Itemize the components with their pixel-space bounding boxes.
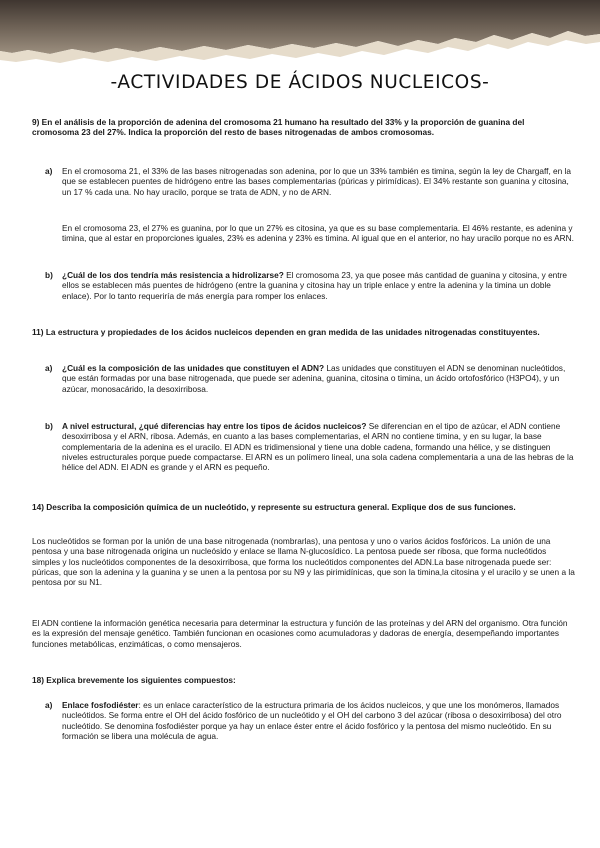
q18-a-marker: a) — [45, 700, 53, 710]
q11-b-marker: b) — [45, 421, 53, 431]
q9-answer-a — [45, 166, 574, 197]
q9-heading: 9) En el análisis de la proporción de adenina del cromosoma 21 humano ha resultado del 33% y la proporción de guanina del cromosoma 23 del 27%. Indica la proporción del resto de bases nitrogenadas de ambos cromosomas. — [32, 117, 525, 138]
q11-a-text: Las unidades que constituyen el ADN se denominan nucleótidos, que están formadas por una base nitrogenada, que puede ser adenina, guanina, citosina o timina, un ácido ortofosfórico (H3PO4), y un azúcar, monosacárido, la desoxirribosa. — [62, 363, 566, 394]
q9-b-text: El cromosoma 23, ya que posee más cantidad de guanina y citosina, y entre ellos se establecen más puentes de hidrógeno (entre la guanina y citosina hay un triple enlace y entre la adenina y la timina un doble enlace). Por lo tanto requeriría de más energía para romper los enlaces. — [62, 270, 567, 301]
q18-a-term: Enlace fosfodiéster — [62, 700, 139, 710]
q18-answer-a — [45, 700, 574, 741]
q9-a-marker: a) — [45, 166, 53, 176]
q14-paragraph-2: El ADN contiene la información genética necesaria para determinar la estructura y función de las proteínas y del ARN del organismo. Otra función es la expresión del mensaje genético. También funcionan en ocasiones como acumuladoras y dadoras de energía, desempeñando importantes funciones metabólicas, enzimáticas, o como mensajeros. — [32, 618, 568, 649]
q9-b-question: ¿Cuál de los dos tendría más resistencia a hidrolizarse? — [62, 270, 284, 280]
q14-heading: 14) Describa la composición química de un nucleótido, y represente su estructura general. Explique dos de sus funciones. — [32, 502, 516, 512]
torn-paper-header — [0, 0, 600, 70]
q9-b-marker: b) — [45, 270, 53, 280]
q11-answer-b — [45, 421, 574, 473]
q18-heading: 18) Explica brevemente los siguientes compuestos: — [32, 675, 236, 685]
q9-a-text: En el cromosoma 21, el 33% de las bases nitrogenadas son adenina, por lo que un 33% también es timina, según la ley de Chargaff, en la que se establecen puentes de hidrógeno entre las bases complementarias (púricas y pirimídicas). El 34% restante son guanina y citosina, un 17 % cada una. No hay uracilo, porque se trata de ADN, y no de ARN. — [62, 166, 572, 197]
q11-a-marker: a) — [45, 363, 53, 373]
q11-answer-a — [45, 363, 574, 394]
q18-a-text: : es un enlace característico de la estructura primaria de los ácidos nucleicos, y que une los monómeros, llamados nucleótidos. Se forma entre el OH del ácido fosfórico de un nucleótido y el OH del carbono 3 del azúcar (ribosa o desoxirribosa) del otro nucleótido. Se denomina fosfodiéster porque ya hay un enlace éster entre el ácido fosfórico y la pentosa del mismo nucleótido. En su formación se libera una molécula de agua. — [62, 700, 562, 741]
q9-answer-a-continued: En el cromosoma 23, el 27% es guanina, por lo que un 27% es citosina, ya que es su base complementaria. El 46% restante, es adenina y timina, que al estar en proporciones iguales, 23% es adenina y 23% es timina. Al igual que en el anterior, no hay uracilo porque no es ARN. — [62, 223, 574, 244]
q11-b-text: Se diferencian en el tipo de azúcar, el ADN contiene desoxirribosa y el ARN, ribosa. Además, en cuanto a las bases complementarias, el ARN no contiene timina, y en su lugar, la base complementaria de la adenina es el uracilo. El ADN es tridimensional y tiene una doble cadena, formando una hélice, y se distinguen niveles estructurales porque puede compactarse. El ARN es un polímero lineal, una sola cadena complementaria a una de las hebras de la hélice del ADN. El ADN es grande y el ARN es pequeño. — [62, 421, 574, 473]
q11-b-question: A nivel estructural, ¿qué diferencias hay entre los tipos de ácidos nucleicos? — [62, 421, 367, 431]
q11-a-question: ¿Cuál es la composición de las unidades que constituyen el ADN? — [62, 363, 325, 373]
q14-paragraph-1: Los nucleótidos se forman por la unión de una base nitrogenada (nombrarlas), una pentosa y uno o varios ácidos fosfóricos. La unión de una pentosa y una base nitrogenada origina un nucleósido y enlace se llama N-glucosídico. La pentosa puede ser ribosa, que forma nucleótidos simples y los nucleótidos componentes de la desoxirribosa, que forma los nucleótidos componentes del ADN.La base nitrogenada puede ser: púricas, que son la adenina y la guanina y se unen a la pentosa por su N9 y las pirimidínicas, que son la timina,la citosina y el uracilo y se unen a la pentosa por su N1. — [32, 536, 575, 588]
q11-heading: 11) La estructura y propiedades de los ácidos nucleicos dependen en gran medida de las unidades nitrogenadas constituyentes. — [32, 327, 540, 337]
page-title: -ACTIVIDADES DE ÁCIDOS NUCLEICOS- — [110, 72, 490, 93]
q9-answer-b — [45, 270, 574, 301]
